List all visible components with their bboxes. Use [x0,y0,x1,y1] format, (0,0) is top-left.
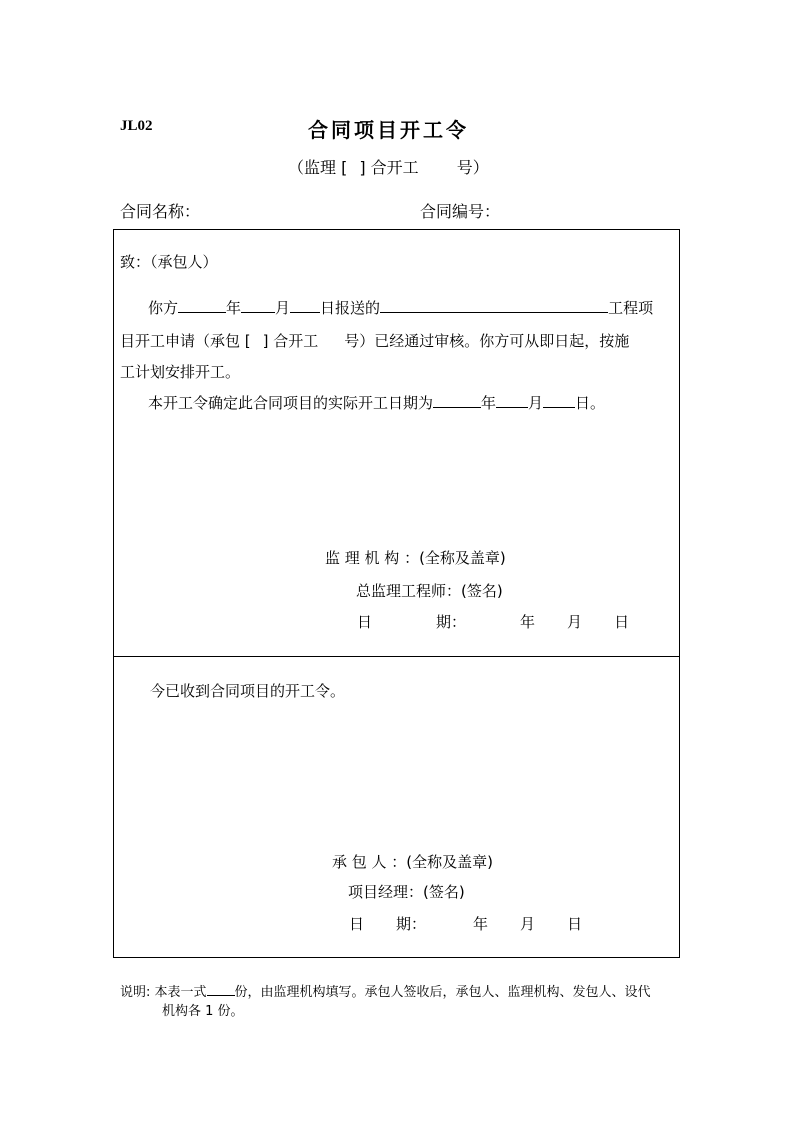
subtitle-prefix: （监理 [ [288,158,348,177]
date-label-day: 日 [357,613,373,631]
text-application-mid: ] 合开工 [262,332,319,350]
paragraph-line-2 [120,330,629,351]
date-month: 月 [567,613,583,631]
copies-field[interactable] [207,983,235,996]
text-start-year: 年 [481,394,497,412]
project-manager-label: 项目经理：(签名) [348,883,465,901]
blank-year-field[interactable] [178,298,226,313]
contract-name-label: 合同名称： [120,202,201,221]
text-start-day: 日。 [575,394,606,412]
start-month-field[interactable] [496,393,528,408]
text-month: 月 [275,299,291,317]
text-application: 目开工申请（承包 [ [120,332,251,350]
note-prefix: 说明: 本表一式 [120,985,207,1000]
text-project: 工程项 [608,299,654,317]
text-you: 你方 [148,299,179,317]
note-suffix: 份，由监理机构填写。承包人签收后，承包人、监理机构、发包人、设代 [234,985,651,1000]
contractor-label: 承 包 人 ：(全称及盖章) [332,853,494,871]
subtitle-suffix: 号） [456,158,489,177]
form-note [120,983,651,1021]
paragraph-line-3: 工计划安排开工。 [120,363,241,381]
text-application-end: 号）已经通过审核。你方可从即日起，按施 [344,332,630,350]
date-label-period: 期： [436,613,467,631]
blank-day-field[interactable] [290,298,320,313]
date-label-period: 期： [396,915,427,933]
start-day-field[interactable] [543,393,575,408]
start-year-field[interactable] [433,393,481,408]
date-year: 年 [473,915,489,933]
paragraph-line-4 [148,392,605,413]
form-code: JL02 [120,118,153,134]
recipient-line: 致：（承包人） [120,253,218,271]
receipt-date-row [349,913,582,934]
date-label-day: 日 [349,915,365,933]
date-day: 日 [614,613,630,631]
note-line-2 [120,1002,651,1021]
paragraph-line-1 [148,297,653,318]
chief-engineer-label: 总监理工程师：(签名) [356,582,503,600]
supervisor-org-label: 监 理 机 构 ：(全称及盖章) [325,549,506,567]
date-month: 月 [520,915,536,933]
text-start-date: 本开工令确定此合同项目的实际开工日期为 [148,394,434,412]
subtitle-mid: ] 合开工 [359,158,419,177]
blank-month-field[interactable] [241,298,275,313]
text-year: 年 [226,299,242,317]
text-start-month: 月 [528,394,544,412]
order-date-row [357,611,629,632]
note-line-1 [120,983,651,1002]
note-line-2-text: 机构各 1 份。 [162,1004,244,1019]
date-day: 日 [567,915,583,933]
receipt-text: 今已收到合同项目的开工令。 [150,682,346,700]
contract-number-label: 合同编号： [420,202,501,221]
blank-project-field[interactable] [380,298,608,313]
page-title: 合同项目开工令 [308,118,469,142]
date-year: 年 [520,613,536,631]
text-day-submit: 日报送的 [320,299,381,317]
document-number [288,155,489,178]
